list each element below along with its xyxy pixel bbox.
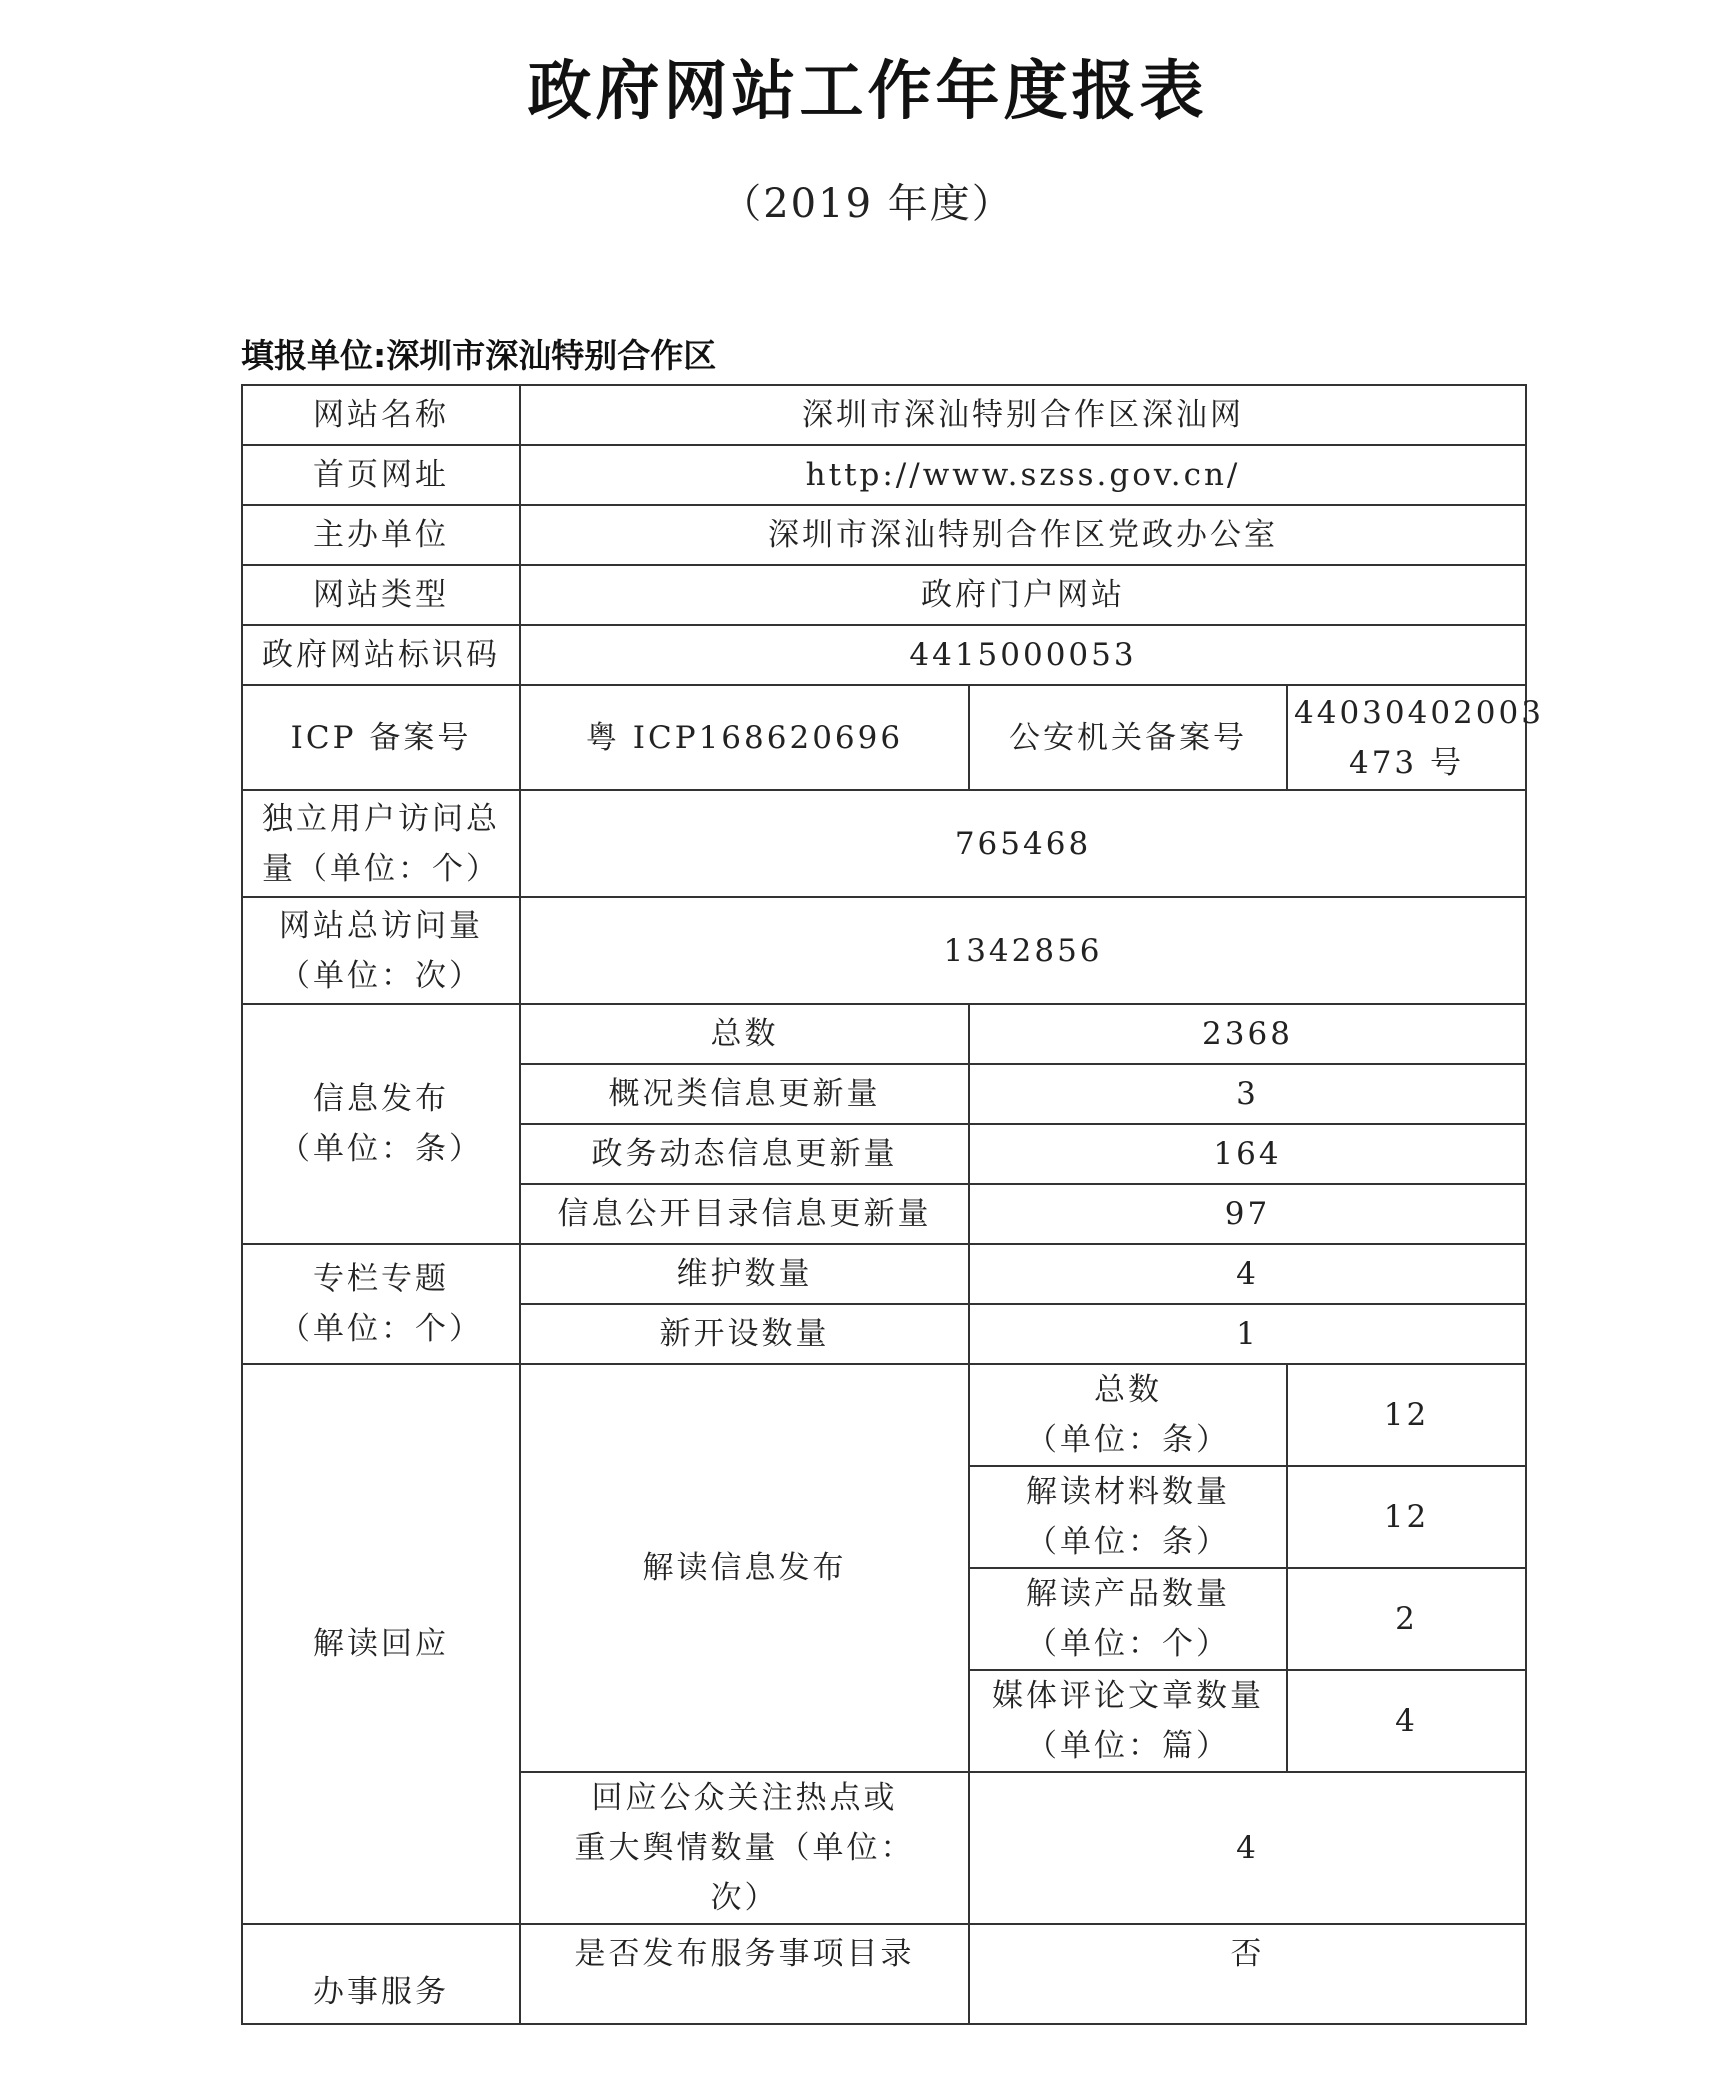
- info-catalog-label: 信息公开目录信息更新量: [520, 1184, 969, 1244]
- info-publish-label-line1: 信息发布: [313, 1081, 449, 1117]
- interpretation-sub-label: 解读信息发布: [520, 1364, 969, 1772]
- site-id-label: 政府网站标识码: [242, 625, 520, 685]
- unique-visitors-label-line2: 量（单位：个）: [262, 850, 500, 887]
- site-id-value: 4415000053: [520, 625, 1526, 685]
- table-row: [242, 685, 1526, 790]
- interp-product-value: 2: [1287, 1568, 1526, 1670]
- interp-total-value: 12: [1287, 1364, 1526, 1466]
- police-record-value: [1287, 685, 1544, 790]
- info-total-value: 2368: [969, 1004, 1526, 1064]
- columns-label-line1: 专栏专题: [313, 1261, 449, 1297]
- response-label-line2: 重大舆情数量（单位：: [574, 1830, 915, 1866]
- interp-total-label-line2: （单位：条）: [1026, 1422, 1230, 1458]
- report-year: （2019 年度）: [721, 181, 1014, 227]
- columns-label: [242, 1244, 520, 1364]
- columns-maintain-value: 4: [969, 1244, 1526, 1304]
- interpretation-label: 解读回应: [242, 1364, 520, 1924]
- interp-media-label-line2: （单位：篇）: [1026, 1728, 1230, 1764]
- table-row: [242, 445, 1526, 505]
- interp-product-label-line2: （单位：个）: [1026, 1626, 1230, 1662]
- table-row: [242, 897, 1526, 1004]
- table-row: [242, 1924, 1526, 2024]
- interp-material-label: [969, 1466, 1287, 1568]
- report-title: 政府网站工作年度报表: [527, 55, 1208, 129]
- table-row: [242, 1004, 1526, 1064]
- interp-total-label-line1: 总数: [1094, 1372, 1162, 1408]
- table-row: [242, 385, 1526, 445]
- service-item-value: 否: [969, 1924, 1526, 2024]
- total-visits-label-line2: （单位：次）: [279, 957, 483, 994]
- unique-visitors-value: 765468: [520, 790, 1526, 897]
- interp-material-value: 12: [1287, 1466, 1526, 1568]
- response-value: 4: [969, 1772, 1526, 1924]
- police-record-value-line2: 473 号: [1348, 744, 1465, 781]
- info-catalog-value: 97: [969, 1184, 1526, 1244]
- info-total-label: 总数: [520, 1004, 969, 1064]
- interp-product-label: [969, 1568, 1287, 1670]
- info-overview-label: 概况类信息更新量: [520, 1064, 969, 1124]
- site-name-value: 深圳市深汕特别合作区深汕网: [520, 385, 1526, 445]
- site-name-label: 网站名称: [242, 385, 520, 445]
- table-row: [242, 565, 1526, 625]
- info-news-label: 政务动态信息更新量: [520, 1124, 969, 1184]
- info-overview-value: 3: [969, 1064, 1526, 1124]
- unique-visitors-label-line1: 独立用户访问总: [262, 800, 500, 837]
- columns-maintain-label: 维护数量: [520, 1244, 969, 1304]
- interp-media-label: [969, 1670, 1287, 1772]
- interp-material-label-line2: （单位：条）: [1026, 1524, 1230, 1560]
- interp-media-label-line1: 媒体评论文章数量: [992, 1678, 1264, 1714]
- interp-total-label: [969, 1364, 1287, 1466]
- filing-unit: 填报单位:深圳市深汕特别合作区: [241, 336, 717, 375]
- total-visits-label-line1: 网站总访问量: [279, 907, 483, 944]
- police-record-label: 公安机关备案号: [969, 685, 1287, 790]
- total-visits-label: [242, 897, 520, 1004]
- icp-value: 粤 ICP168620696: [520, 685, 969, 790]
- site-type-label: 网站类型: [242, 565, 520, 625]
- table-row: [242, 790, 1526, 897]
- info-news-value: 164: [969, 1124, 1526, 1184]
- icp-label: ICP 备案号: [242, 685, 520, 790]
- interp-material-label-line1: 解读材料数量: [1026, 1474, 1230, 1510]
- sponsor-value: 深圳市深汕特别合作区党政办公室: [520, 505, 1526, 565]
- table-row: [242, 1244, 1526, 1304]
- site-type-value: 政府门户网站: [520, 565, 1526, 625]
- table-row: [242, 505, 1526, 565]
- info-publish-label: [242, 1004, 520, 1244]
- response-label-line3: 次）: [710, 1880, 779, 1916]
- report-table: [241, 384, 1544, 2025]
- sponsor-label: 主办单位: [242, 505, 520, 565]
- service-item-label: 是否发布服务事项目录: [520, 1924, 969, 2024]
- homepage-label: 首页网址: [242, 445, 520, 505]
- response-label: [520, 1772, 969, 1924]
- homepage-value: http://www.szss.gov.cn/: [520, 445, 1526, 505]
- interp-product-label-line1: 解读产品数量: [1026, 1576, 1230, 1612]
- total-visits-value: 1342856: [520, 897, 1526, 1004]
- police-record-value-line1: 44030402003: [1294, 694, 1544, 731]
- unique-visitors-label: [242, 790, 520, 897]
- columns-label-line2: （单位：个）: [279, 1311, 483, 1347]
- columns-new-label: 新开设数量: [520, 1304, 969, 1364]
- service-label: 办事服务: [242, 1924, 520, 2024]
- table-row: [242, 625, 1526, 685]
- table-row: [242, 1364, 1526, 1466]
- interp-media-value: 4: [1287, 1670, 1526, 1772]
- response-label-line1: 回应公众关注热点或: [591, 1780, 898, 1816]
- columns-new-value: 1: [969, 1304, 1526, 1364]
- info-publish-label-line2: （单位：条）: [279, 1131, 483, 1167]
